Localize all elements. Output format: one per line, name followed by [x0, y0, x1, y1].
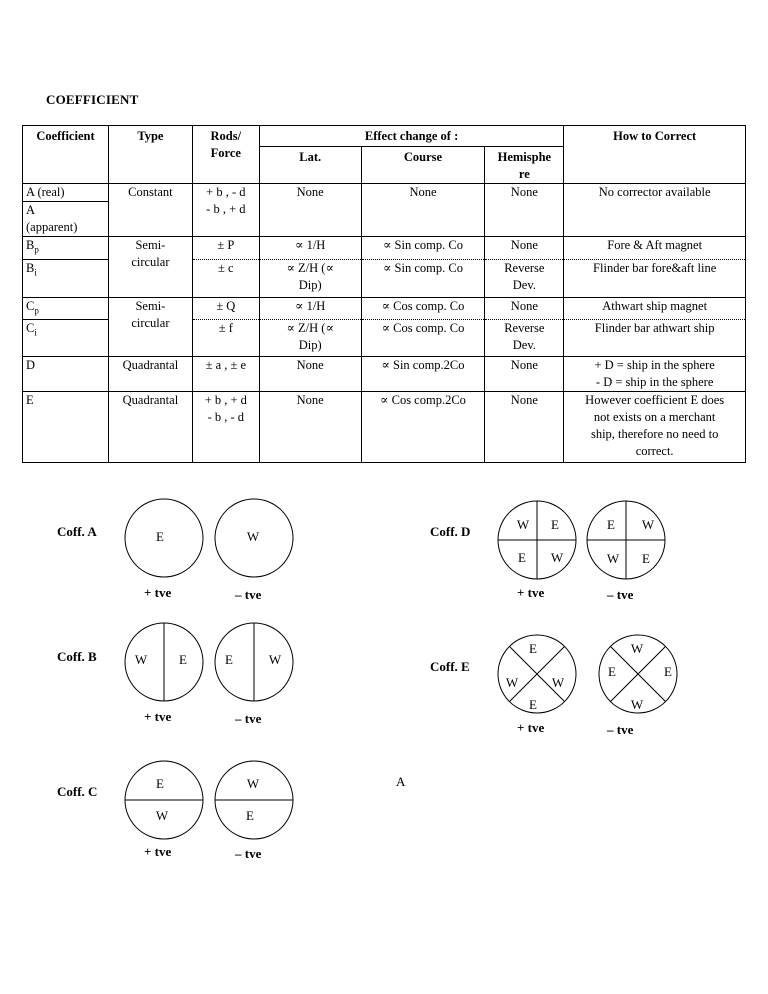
coff-a-negative-circle [214, 498, 294, 578]
coff-e-positive-circle [497, 634, 577, 714]
cell-cp-rods: ± Q [192, 297, 259, 320]
header-lat: Lat. [259, 147, 361, 184]
cell-bi: $B_i$ [23, 259, 109, 297]
header-type: Type [108, 126, 192, 184]
compass-letter: W [134, 652, 148, 667]
cell-e-course: ∝ Cos comp.2Co [361, 392, 485, 463]
coff-a-minus-label: – tve [235, 587, 262, 602]
cell-bp-how: Fore & Aft magnet [564, 237, 746, 260]
cell-bp-course: ∝ Sin comp. Co [361, 237, 485, 260]
compass-letter: W [268, 652, 282, 667]
cell-d-type: Quadrantal [108, 357, 192, 392]
cell-a-course: None [361, 184, 485, 237]
compass-letter: W [630, 697, 644, 712]
coff-c-minus-label: – tve [235, 846, 262, 861]
cell-e-rods: + b , + d - b , - d [192, 392, 259, 463]
header-rods-force: Rods/ Force [192, 126, 259, 184]
compass-letter: E [642, 551, 650, 566]
cell-d-course: ∝ Sin comp.2Co [361, 357, 485, 392]
compass-letter: W [606, 551, 620, 566]
cell-d-hemisphere: None [485, 357, 564, 392]
cell-e-how: However coefficient E does not exists on a merchant ship, therefore no need to correct. [564, 392, 746, 463]
coff-a-positive-circle [124, 498, 204, 578]
cell-bi-lat: ∝ Z/H (∝ Dip) [259, 259, 361, 297]
cell-a-lat: None [259, 184, 361, 237]
cell-bp-rods: ± P [192, 237, 259, 260]
cell-a-real: A (real) [23, 184, 109, 202]
compass-letter: W [630, 641, 644, 656]
header-hemisphere: Hemisphe re [485, 147, 564, 184]
cell-ci-hemisphere: Reverse Dev. [485, 320, 564, 357]
cell-ci-course: ∝ Cos comp. Co [361, 320, 485, 357]
cell-d-lat: None [259, 357, 361, 392]
coff-d-negative-circle [586, 500, 666, 580]
coff-c-negative-circle [214, 760, 294, 840]
coefficient-table [22, 125, 746, 463]
coff-c-label: Coff. C [57, 784, 98, 799]
compass-letter: E [518, 550, 526, 565]
cell-ci-lat: ∝ Z/H (∝ Dip) [259, 320, 361, 357]
cell-e-type: Quadrantal [108, 392, 192, 463]
coff-b-positive-circle [124, 622, 204, 702]
table-row [23, 184, 746, 202]
cell-a-type: Constant [108, 184, 192, 237]
cell-c-type: Semi- circular [108, 297, 192, 357]
compass-letter: W [246, 776, 260, 791]
compass-letter: E [225, 652, 233, 667]
header-coefficient: Coefficient [23, 126, 109, 184]
header-how-to-correct: How to Correct [564, 126, 746, 184]
cell-e-lat: None [259, 392, 361, 463]
compass-letter: E [156, 529, 164, 544]
cell-bp-lat: ∝ 1/H [259, 237, 361, 260]
coff-e-plus-label: + tve [517, 720, 545, 735]
coff-d-label: Coff. D [430, 524, 471, 539]
compass-letter: W [246, 529, 260, 544]
table-row [23, 297, 746, 320]
cell-d-how: + D = ship in the sphere - D = ship in the sphere [564, 357, 746, 392]
compass-letter: W [551, 675, 565, 690]
compass-letter: E [179, 652, 187, 667]
coff-e-minus-label: – tve [607, 722, 634, 737]
coff-a-label: Coff. A [57, 524, 97, 539]
table-row [23, 357, 746, 392]
cell-bi-hemisphere: Reverse Dev. [485, 259, 564, 297]
cell-a-apparent: A (apparent) [23, 202, 109, 237]
cell-bi-how: Flinder bar fore&aft line [564, 259, 746, 297]
cell-bp: $B_p$ [23, 237, 109, 260]
cell-bp-hemisphere: None [485, 237, 564, 260]
coff-b-minus-label: – tve [235, 711, 262, 726]
coff-b-negative-circle [214, 622, 294, 702]
page-heading: COEFFICIENT [46, 92, 139, 107]
compass-letter: E [529, 641, 537, 656]
cell-bi-rods: ± c [192, 259, 259, 297]
cell-ci-rods: ± f [192, 320, 259, 357]
cell-ci-how: Flinder bar athwart ship [564, 320, 746, 357]
compass-letter: W [641, 517, 655, 532]
coff-c-plus-label: + tve [144, 844, 172, 859]
cell-a-rods: + b , - d - b , + d [192, 184, 259, 237]
cell-cp-lat: ∝ 1/H [259, 297, 361, 320]
table-row [23, 237, 746, 260]
compass-letter: E [608, 664, 616, 679]
compass-letter: E [607, 517, 615, 532]
compass-letter: W [155, 808, 169, 823]
coff-b-label: Coff. B [57, 649, 97, 664]
cell-cp: $C_p$ [23, 297, 109, 320]
cell-ci: $C_i$ [23, 320, 109, 357]
header-effect-change: Effect change of : [259, 126, 564, 147]
cell-b-type: Semi- circular [108, 237, 192, 298]
coff-c-positive-circle [124, 760, 204, 840]
coff-d-positive-circle [497, 500, 577, 580]
header-course: Course [361, 147, 485, 184]
coff-d-minus-label: – tve [607, 587, 634, 602]
compass-letter: W [516, 517, 530, 532]
compass-letter: E [664, 664, 672, 679]
coff-e-label: Coff. E [430, 659, 470, 674]
coff-b-plus-label: + tve [144, 709, 172, 724]
coff-e-negative-circle [598, 634, 678, 714]
cell-d: D [23, 357, 109, 392]
cell-cp-course: ∝ Cos comp. Co [361, 297, 485, 320]
cell-cp-hemisphere: None [485, 297, 564, 320]
compass-letter: E [156, 776, 164, 791]
compass-letter: W [505, 675, 519, 690]
compass-letter: E [529, 697, 537, 712]
cell-e: E [23, 392, 109, 463]
table-row [23, 392, 746, 463]
compass-letter: E [246, 808, 254, 823]
cell-a-hemisphere: None [485, 184, 564, 237]
compass-letter: E [551, 517, 559, 532]
cell-bi-course: ∝ Sin comp. Co [361, 259, 485, 297]
cell-d-rods: ± a , ± e [192, 357, 259, 392]
coff-a-plus-label: + tve [144, 585, 172, 600]
cell-cp-how: Athwart ship magnet [564, 297, 746, 320]
coff-d-plus-label: + tve [517, 585, 545, 600]
cell-a-how: No corrector available [564, 184, 746, 237]
compass-letter: W [550, 550, 564, 565]
cell-e-hemisphere: None [485, 392, 564, 463]
stray-text: A [396, 774, 406, 789]
